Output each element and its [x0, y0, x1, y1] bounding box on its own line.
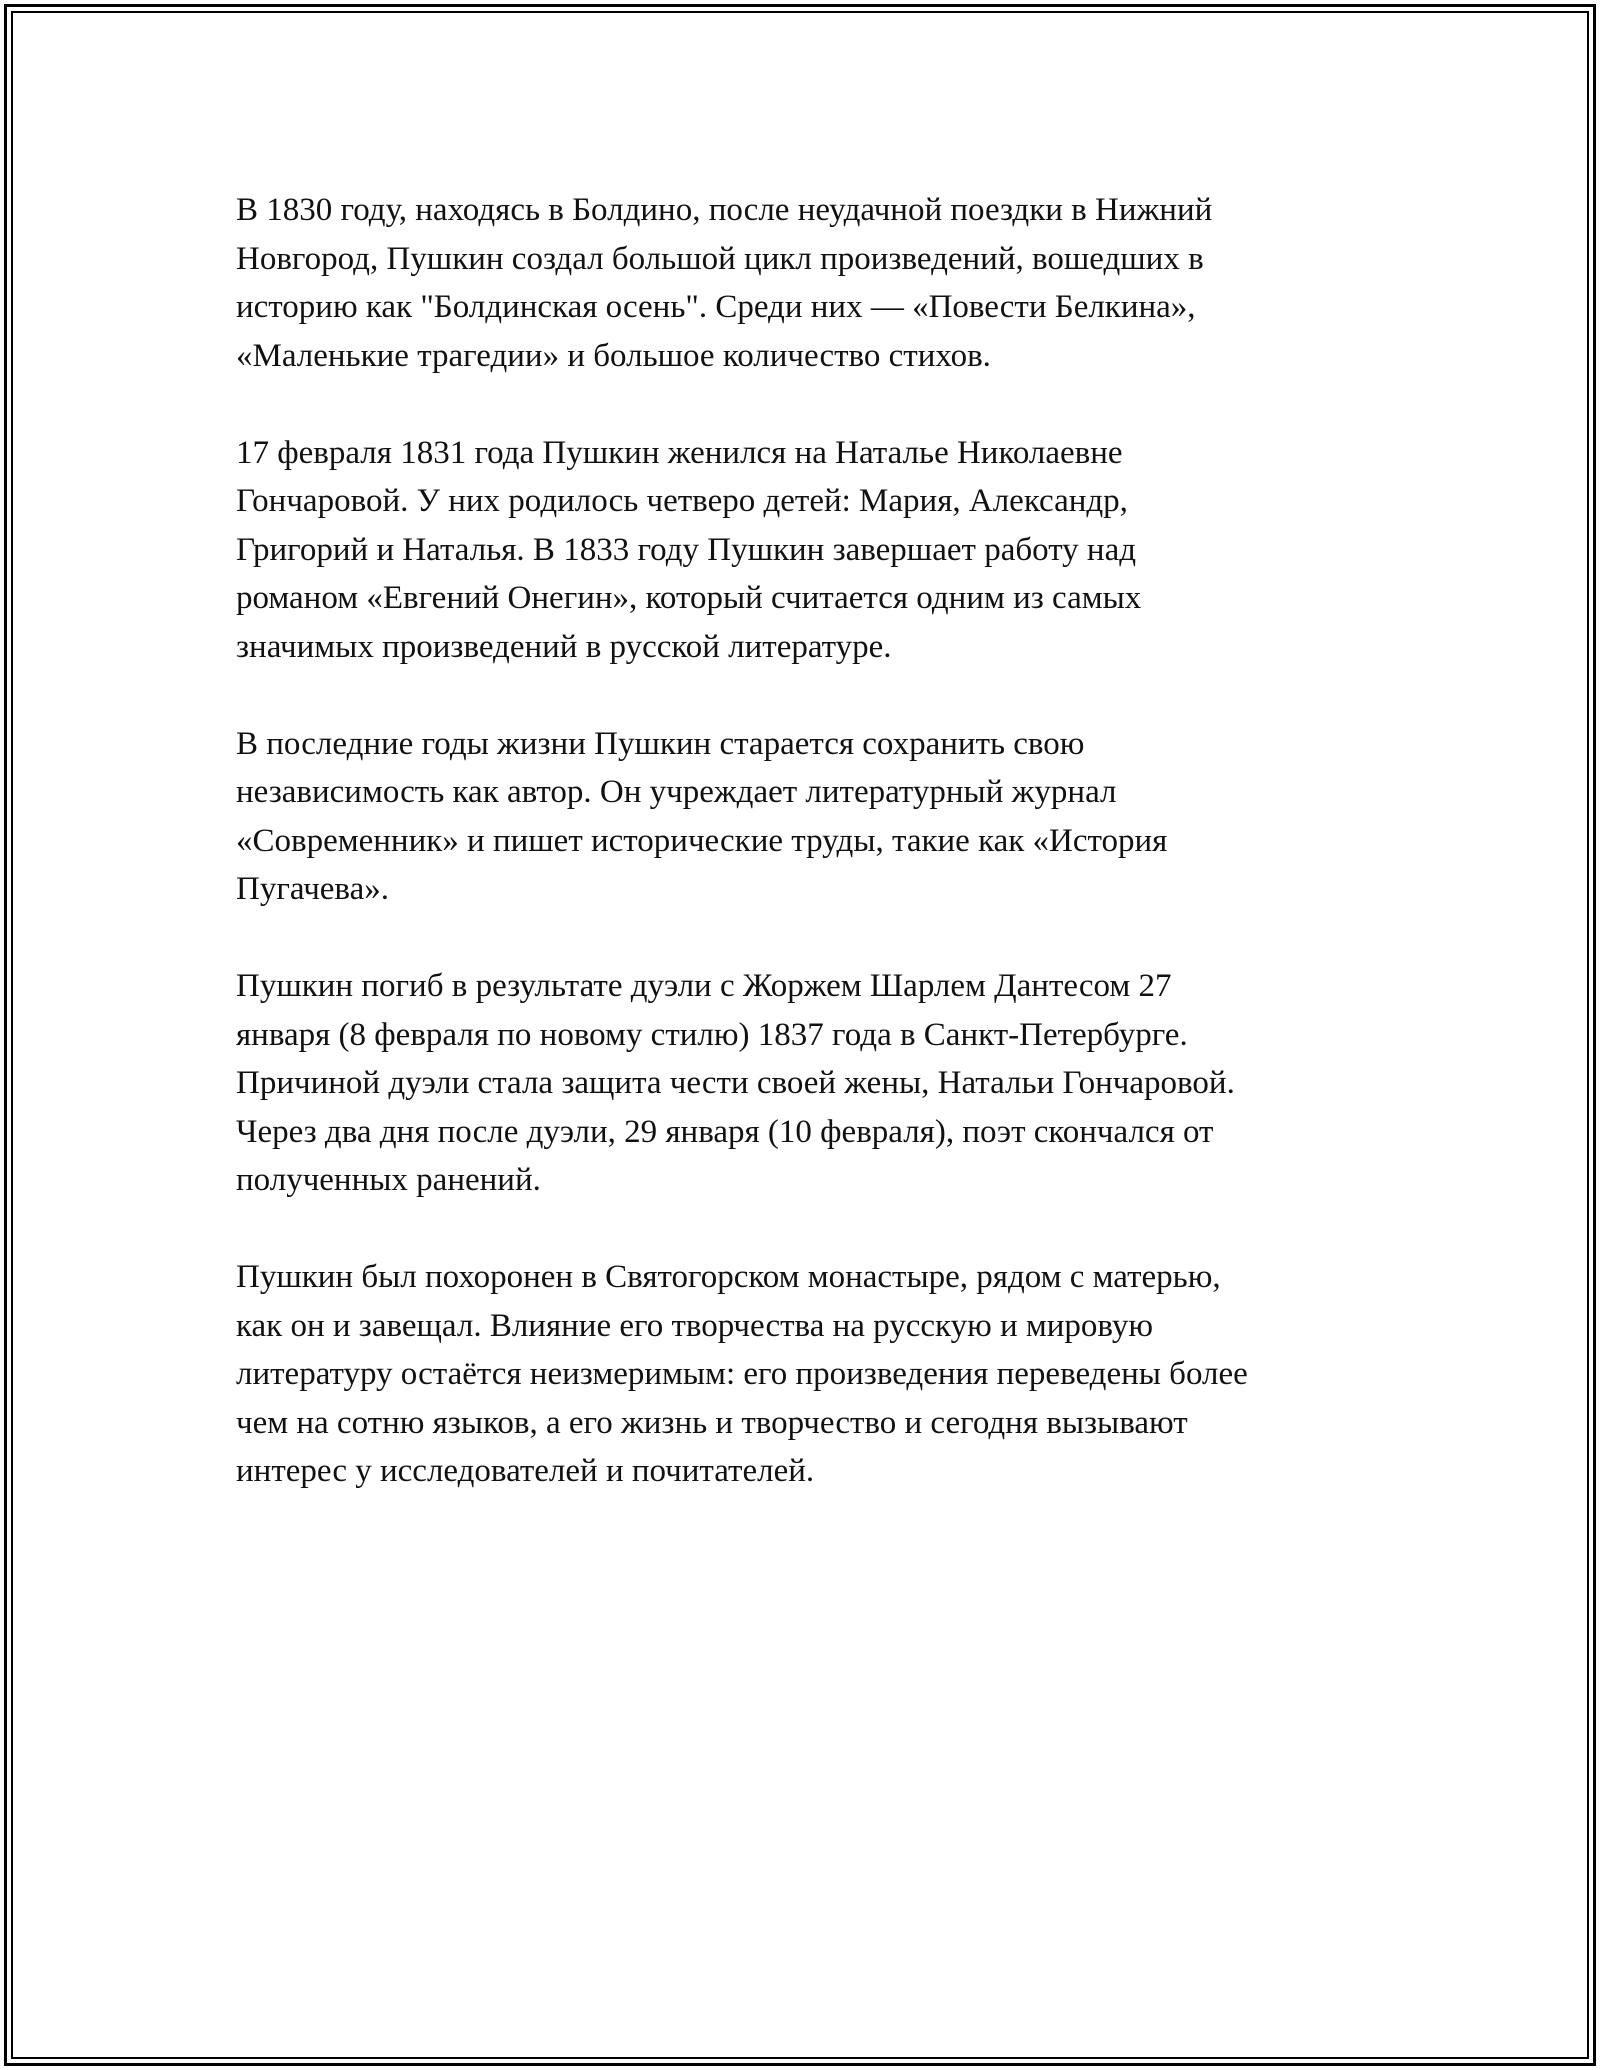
paragraph-duel: Пушкин погиб в результате дуэли с Жоржем Шарлем Дантесом 27 января (8 февраля по новому стилю) 1837 года в Санкт-Петербурге. Причиной дуэли стала защита чести своей жены, Натальи Гончаровой. Через два дня после дуэли, 29 января (10 февраля), поэт скончался от полученных ранений.	[236, 968, 1235, 1198]
paragraph-burial: Пушкин был похоронен в Святогорском монастыре, рядом с матерью, как он и завещал. Влияние его творчества на русскую и мировую литературу остаётся неизмеримым: его произведения переведены более чем на сотню языков, а его жизнь и творчество и сегодня вызывают интерес у исследователей и почитателей.	[236, 1259, 1248, 1489]
paragraph-boldino-autumn: В 1830 году, находясь в Болдино, после неудачной поездки в Нижний Новгород, Пушкин создал большой цикл произведений, вошедших в историю как "Болдинская осень". Среди них — «Повести Белкина», «Маленькие трагедии» и большое количество стихов.	[236, 192, 1213, 374]
document-body	[236, 186, 1386, 1544]
paragraph-marriage: 17 февраля 1831 года Пушкин женился на Наталье Николаевне Гончаровой. У них родилось четверо детей: Мария, Александр, Григорий и Наталья. В 1833 году Пушкин завершает работу над романом «Евгений Онегин», который считается одним из самых значимых произведений в русской литературе.	[236, 434, 1142, 665]
paragraph-last-years: В последние годы жизни Пушкин старается сохранить свою независимость как автор. Он учреждает литературный журнал «Современник» и пишет исторические труды, такие как «История Пугачева».	[236, 725, 1168, 907]
